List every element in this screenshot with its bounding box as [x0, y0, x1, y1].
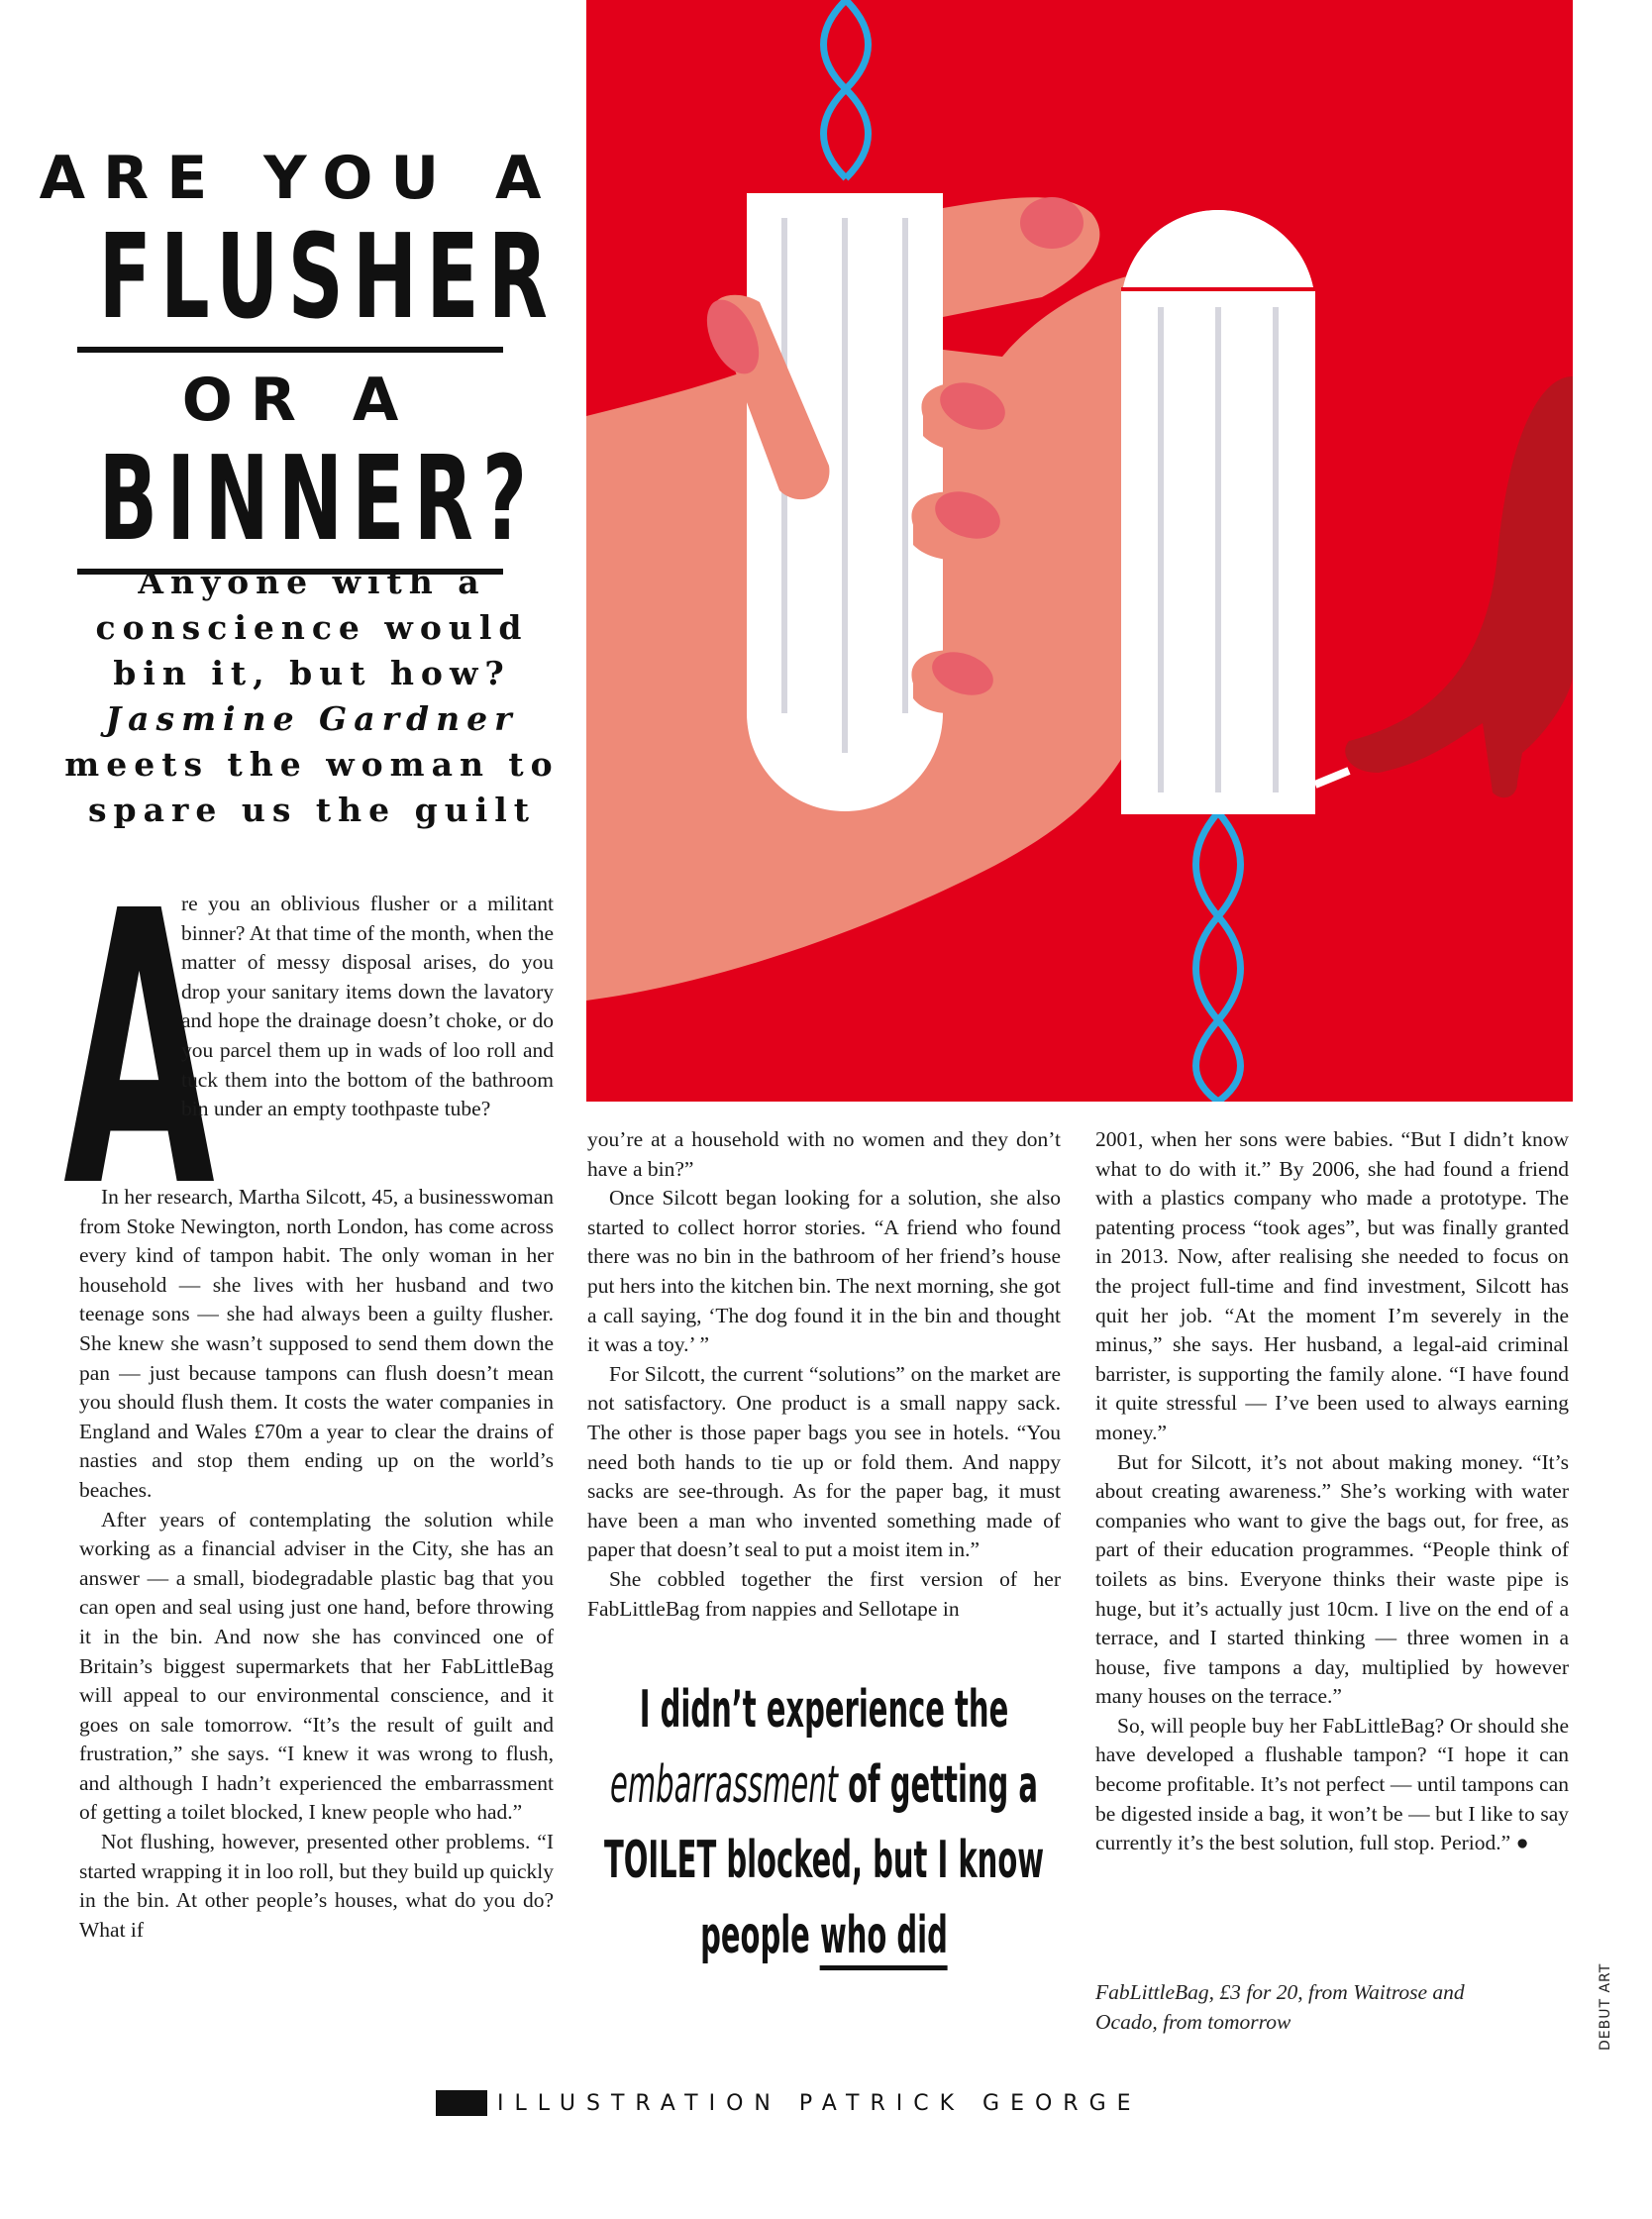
caption-line-2: Ocado, from tomorrow: [1095, 2010, 1291, 2034]
pull-quote-emphasis: embarrassment: [610, 1755, 839, 1815]
illustration-credit: [436, 2088, 1142, 2118]
standfirst-line-3: bin it, but how?: [113, 654, 511, 692]
article-intro: [181, 890, 554, 1124]
article-column-3: [1095, 1125, 1569, 1858]
paragraph: So, will people buy her FabLittleBag? Or should she have developed a flushable tampon? “I hope it can become profitable. It’s not perfect — until tampons can be digested inside a bag, it won’t be — but I like to say currently it’s the best solution, full stop. Period.” ●: [1095, 1713, 1569, 1855]
side-credit: DEBUT ART: [1598, 1962, 1613, 2051]
headline-rule-1: [77, 347, 503, 353]
paragraph: In her research, Martha Silcott, 45, a businesswoman from Stoke Newington, north London, has come across every kind of tampon habit. The only woman in her household — she lives with her husband and two teenage sons — she had always been a guilty flusher. She knew she wasn’t supposed to send them down the pan — just because tampons can flush doesn’t mean you should flush them. It costs the water companies in England and Wales £70m a year to clear the drains of nasties and stop them ending up on the world’s beaches.: [79, 1185, 554, 1502]
held-tampon: [747, 193, 943, 811]
tampon-hand-illustration: [586, 0, 1573, 1102]
pull-quote: [587, 1672, 1061, 1973]
headline-line-4: BINNER?: [98, 430, 537, 567]
standing-tampon: [1121, 210, 1315, 814]
paragraph: Once Silcott began looking for a solution, she also started to collect horror stories. “A friend who found there was no bin in the bathroom of her friend’s house put hers into the kitchen bin. The next morning, she got a call saying, ‘The dog found it in the bin and thought it was a toy.’ ”: [587, 1186, 1061, 1357]
standfirst-line-1: Anyone with a: [138, 563, 486, 601]
paragraph: She cobbled together the first version of her FabLittleBag from nappies and Sellotape in: [587, 1566, 1061, 1621]
paragraph: For Silcott, the current “solutions” on the market are not satisfactory. One product is a small nappy sack. The other is those paper bags you see in hotels. “You need both hands to tie up or fold them. And nappy sacks are see-through. As for the paper bag, it must have been a man who invented something made of paper that doesn’t seal to put a moist item in.”: [587, 1361, 1061, 1562]
illustration-credit-text: ILLUSTRATION PATRICK GEORGE: [497, 2090, 1142, 2116]
pull-quote-part-1: I didn’t experience the: [639, 1680, 1009, 1740]
article-column-2: [587, 1125, 1061, 1624]
headline-line-2: FLUSHER: [98, 208, 558, 345]
paragraph: But for Silcott, it’s not about making money. “It’s about creating awareness.” She’s working with water companies who want to give the bags out, for free, as part of their education programmes. “People think of toilets as bins. Everyone thinks their waste pipe is huge, but it’s actually just 10cm. I live on the end of a terrace, and I started thinking — three women in a house, five tampons a day, multiplied by however many houses on the terrace.”: [1095, 1449, 1569, 1709]
headline: [0, 144, 580, 575]
paragraph: you’re at a household with no women and they don’t have a bin?”: [587, 1127, 1061, 1181]
standfirst: [59, 560, 565, 833]
credit-bar: [436, 2090, 487, 2116]
byline: Jasmine Gardner: [105, 699, 519, 738]
headline-line-1: ARE YOU A: [39, 144, 560, 213]
paragraph: After years of contemplating the solution while working as a financial adviser in the City, she has an answer — a small, biodegradable plastic bag that you can open and seal using just one hand, before throwing it in the bin. And now she has convinced one of Britain’s biggest supermarkets that her FabLittleBag will appeal to our environmental conscience, and it goes on sale tomorrow. “It’s the result of guilt and frustration,” she says. “I knew it was wrong to flush, and although I hadn’t experienced the embarrassment of getting a toilet blocked, I knew people who had.”: [79, 1507, 554, 1825]
paragraph: Not flushing, however, presented other problems. “I started wrapping it in loo roll, but they build up quickly in the bin. At other people’s houses, what do you do? What if: [79, 1830, 554, 1942]
paragraph: 2001, when her sons were babies. “But I didn’t know what to do with it.” By 2006, she had found a friend with a plastics company who made a prototype. The patenting process “took ages”, but was finally granted in 2013. Now, after realising she needed to focus on the project full-time and find investment, Silcott has quit her job. “At the moment I’m severely in the minus,” she says. Her husband, a legal-aid criminal barrister, is supporting the family alone. “I have found it quite stressful — I’ve been used to always earning money.”: [1095, 1127, 1569, 1444]
standfirst-line-6: spare us the guilt: [87, 791, 537, 829]
headline-line-3: OR A: [181, 366, 417, 435]
pull-quote-underlined: who did: [820, 1906, 948, 1970]
drop-cap: A: [63, 831, 215, 1270]
standfirst-line-5: meets the woman to: [64, 745, 560, 784]
thumb-nail: [1020, 197, 1084, 249]
caption-line-1: FabLittleBag, £3 for 20, from Waitrose and: [1095, 1980, 1465, 2004]
article-column-1: [79, 1183, 554, 1945]
standfirst-line-2: conscience would: [95, 608, 529, 647]
paragraph: re you an oblivious flusher or a militant binner? At that time of the month, when the matter of messy disposal arises, do you drop your sanitary items down the lavatory and hope the drainage doesn’t choke, or do you parcel them up in wads of loo roll and tuck them into the bottom of the bathroom bin under an empty toothpaste tube?: [181, 892, 554, 1121]
pull-quote-part-2: of getting a TOILET blocked, but I know people: [603, 1755, 1045, 1965]
product-caption: [1095, 1977, 1531, 2037]
